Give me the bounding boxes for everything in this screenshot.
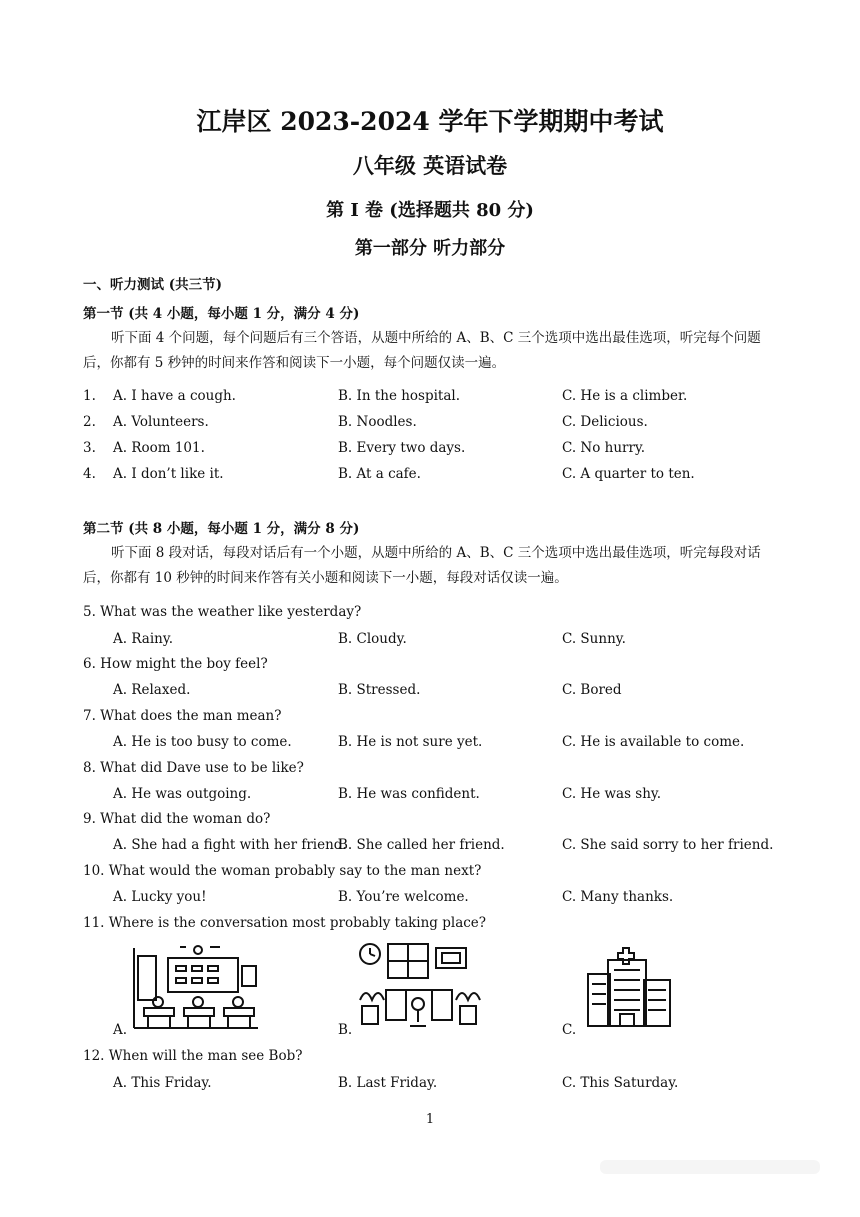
question-text: 10. What would the woman probably say to the man next? [83, 863, 482, 879]
question-text: 7. What does the man mean? [83, 708, 282, 724]
option-b: B. He is not sure yet. [338, 734, 483, 750]
option-c: C. Bored [562, 682, 622, 698]
option-c: C. No hurry. [562, 440, 646, 456]
item-number: 4. [83, 466, 96, 482]
option-b: B. He was confident. [338, 786, 480, 802]
option-a: A. I have a cough. [113, 388, 236, 404]
part2-heading: 第二节 (共 8 小题，每小题 1 分，满分 8 分) [83, 521, 360, 537]
option-a: A. He was outgoing. [113, 786, 252, 802]
option-c: C. This Saturday. [562, 1075, 679, 1091]
option-a: A. Room 101. [113, 440, 205, 456]
option-a: A. She had a fight with her friend. [113, 837, 347, 853]
page-number: 1 [425, 1112, 435, 1127]
section-heading: 一、听力测试 (共三节) [83, 277, 222, 293]
option-b: B. In the hospital. [338, 388, 461, 404]
question-text: 6. How might the boy feel? [83, 656, 268, 672]
option-a: A. He is too busy to come. [113, 734, 292, 750]
classroom-picture [130, 942, 262, 1032]
option-b: B. You’re welcome. [338, 889, 469, 905]
option-b: B. She called her friend. [338, 837, 505, 853]
option-a: A. Rainy. [113, 631, 173, 647]
option-c: C. He is available to come. [562, 734, 745, 750]
option-a: A. I don’t like it. [113, 466, 224, 482]
option-c: C. She said sorry to her friend. [562, 837, 774, 853]
option-c: C. A quarter to ten. [562, 466, 695, 482]
volume-title: 第 I 卷 (选择题共 80 分) [326, 200, 534, 221]
exam-subtitle: 八年级 英语试卷 [352, 153, 508, 178]
question-text: 12. When will the man see Bob? [83, 1048, 303, 1064]
option-c: C. Many thanks. [562, 889, 674, 905]
picture-c-label: C. [562, 1022, 577, 1038]
question-text: 8. What did Dave use to be like? [83, 760, 304, 776]
part-title: 第一部分 听力部分 [354, 238, 506, 259]
option-a: A. This Friday. [113, 1075, 212, 1091]
hospital-picture [584, 944, 674, 1030]
part1-heading: 第一节 (共 4 小题，每小题 1 分，满分 4 分) [83, 306, 360, 322]
option-b: B. Cloudy. [338, 631, 407, 647]
item-number: 2. [83, 414, 96, 430]
item-number: 1. [83, 388, 96, 404]
question-text: 9. What did the woman do? [83, 811, 271, 827]
exam-title: 江岸区 2023-2024 学年下学期期中考试 [196, 107, 664, 136]
option-a: A. Lucky you! [113, 889, 207, 905]
picture-b-label: B. [338, 1022, 353, 1038]
option-b: B. Last Friday. [338, 1075, 438, 1091]
scan-smudge [600, 1160, 820, 1174]
part1-instructions: 听下面 4 个问题，每个问题后有三个答语，从题中所给的 A、B、C 三个选项中选出最佳选项，听完每个问题后，你都有 5 秒钟的时间来作答和阅读下一小题，每个问题仅读一遍。 [83, 330, 761, 371]
option-b: B. Noodles. [338, 414, 417, 430]
part2-instructions: 听下面 8 段对话，每段对话后有一个小题，从题中所给的 A、B、C 三个选项中选出最佳选项，听完每段对话后，你都有 10 秒钟的时间来作答有关小题和阅读下一小题，每段对话仅读一遍。 [83, 545, 761, 586]
question-text: 5. What was the weather like yesterday? [83, 604, 362, 620]
option-a: A. Relaxed. [113, 682, 191, 698]
option-c: C. Delicious. [562, 414, 648, 430]
item-number: 3. [83, 440, 96, 456]
option-c: C. He is a climber. [562, 388, 688, 404]
option-c: C. He was shy. [562, 786, 662, 802]
option-b: B. Stressed. [338, 682, 421, 698]
option-a: A. Volunteers. [113, 414, 209, 430]
office-picture [356, 940, 484, 1032]
option-b: B. Every two days. [338, 440, 466, 456]
option-c: C. Sunny. [562, 631, 626, 647]
option-b: B. At a cafe. [338, 466, 421, 482]
question-text: 11. Where is the conversation most probably taking place? [83, 915, 487, 931]
picture-a-label: A. [113, 1022, 128, 1038]
